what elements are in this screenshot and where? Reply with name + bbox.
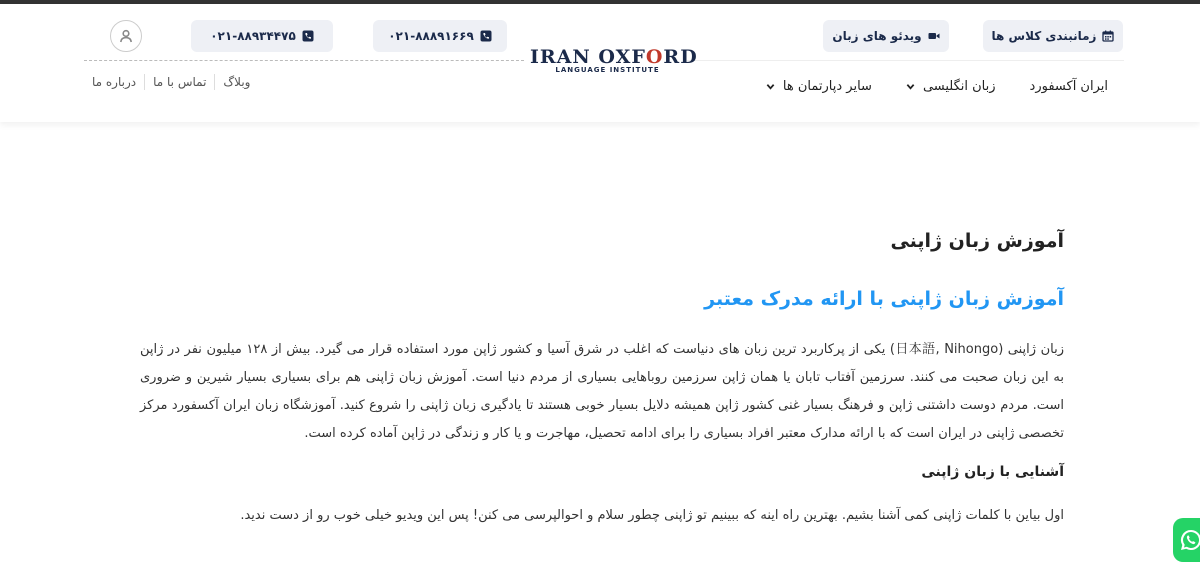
intro-paragraph: زبان ژاپنی (日本語, Nihongo) یکی از پرکاربرد ترین زبان های دنیاست که اغلب در شرق آسیا و کشور ژاپن مورد استفاده قرار می گیرد. بیش از ۱۲۸ میلیون نفر در ژاپن به این زبان صحبت می کنند. سرزمین آفتاب تابان یا همان ژاپن سرزمین روباهایی بسیاری از مردم دنیا است. آموزش زبان ژاپنی هم برای بسیاری بسیار شیرین و ضروری است. مردم دوست داشتنی ژاپن و فرهنگ بسیار غنی کشور ژاپن همیشه دلایل بسیار خوبی هستند تا یادگیری زبان ژاپنی را شروع کنید. آموزشگاه زبان ایران آکسفورد مرکز تخصصی ژاپنی در ایران است که با ارائه مدارک معتبر افراد بسیاری را برای ادامه تحصیل، مهاجرت و یا کار و زندگی در ژاپن آماده کرده است. xyxy=(140,342,1064,441)
page-title: آموزش زبان ژاپنی xyxy=(890,230,1064,252)
section-paragraph: اول بیاین با کلمات ژاپنی کمی آشنا بشیم. بهترین راه اینه که ببینیم تو ژاپنی چطور سلام و احوالپرسی می کنن! پس این ویدیو خیلی خوب رو از دست ندید. xyxy=(240,508,1064,523)
article-subtitle: آموزش زبان ژاپنی با ارائه مدرک معتبر xyxy=(704,288,1064,310)
logo-wordmark: IRAN OXFORD xyxy=(530,46,698,68)
nav-item-other-departments[interactable] xyxy=(766,79,872,94)
chevron-down-icon xyxy=(766,82,775,91)
nav-item-label: ایران آکسفورد xyxy=(1029,78,1108,94)
whatsapp-icon xyxy=(1179,528,1200,552)
phone-icon xyxy=(302,30,314,42)
phone-button-1[interactable] xyxy=(373,20,507,52)
user-icon xyxy=(119,29,133,43)
logo-subtitle: LANGUAGE INSTITUTE xyxy=(555,66,660,74)
phone-button-2[interactable] xyxy=(191,20,333,52)
user-account-button[interactable] xyxy=(110,20,142,52)
main-nav xyxy=(766,76,1108,96)
header-divider-right xyxy=(684,60,1124,61)
article-content xyxy=(140,230,1064,530)
secondary-nav xyxy=(84,72,258,92)
site-header xyxy=(0,4,1200,122)
nav-item-iran-oxford[interactable] xyxy=(1030,79,1108,94)
class-schedule-label: زمانبندی کلاس ها xyxy=(991,29,1097,43)
whatsapp-button[interactable] xyxy=(1173,518,1200,562)
chevron-down-icon xyxy=(906,82,915,91)
header-divider-left xyxy=(84,60,524,61)
phone-number-1: ۰۲۱-۸۸۸۹۱۶۶۹ xyxy=(388,29,474,43)
site-logo[interactable] xyxy=(530,46,698,86)
nav-link-contact[interactable]: تماس با ما xyxy=(153,75,207,89)
video-camera-icon xyxy=(928,30,940,42)
nav-item-english[interactable] xyxy=(906,79,996,94)
phone-icon xyxy=(480,30,492,42)
nav-link-blog[interactable]: وبلاگ xyxy=(223,75,251,89)
calendar-icon xyxy=(1102,30,1114,42)
language-videos-label: ویدئو های زبان xyxy=(832,29,922,43)
class-schedule-button[interactable] xyxy=(983,20,1123,52)
language-videos-button[interactable] xyxy=(823,20,949,52)
section-heading: آشنایی با زبان ژاپنی xyxy=(921,464,1064,480)
phone-number-2: ۰۲۱-۸۸۹۳۴۴۷۵ xyxy=(210,29,296,43)
nav-item-label: سایر دپارتمان ها xyxy=(782,78,872,94)
nav-item-label: زبان انگلیسی xyxy=(922,78,996,94)
nav-link-about[interactable]: درباره ما xyxy=(92,75,137,89)
